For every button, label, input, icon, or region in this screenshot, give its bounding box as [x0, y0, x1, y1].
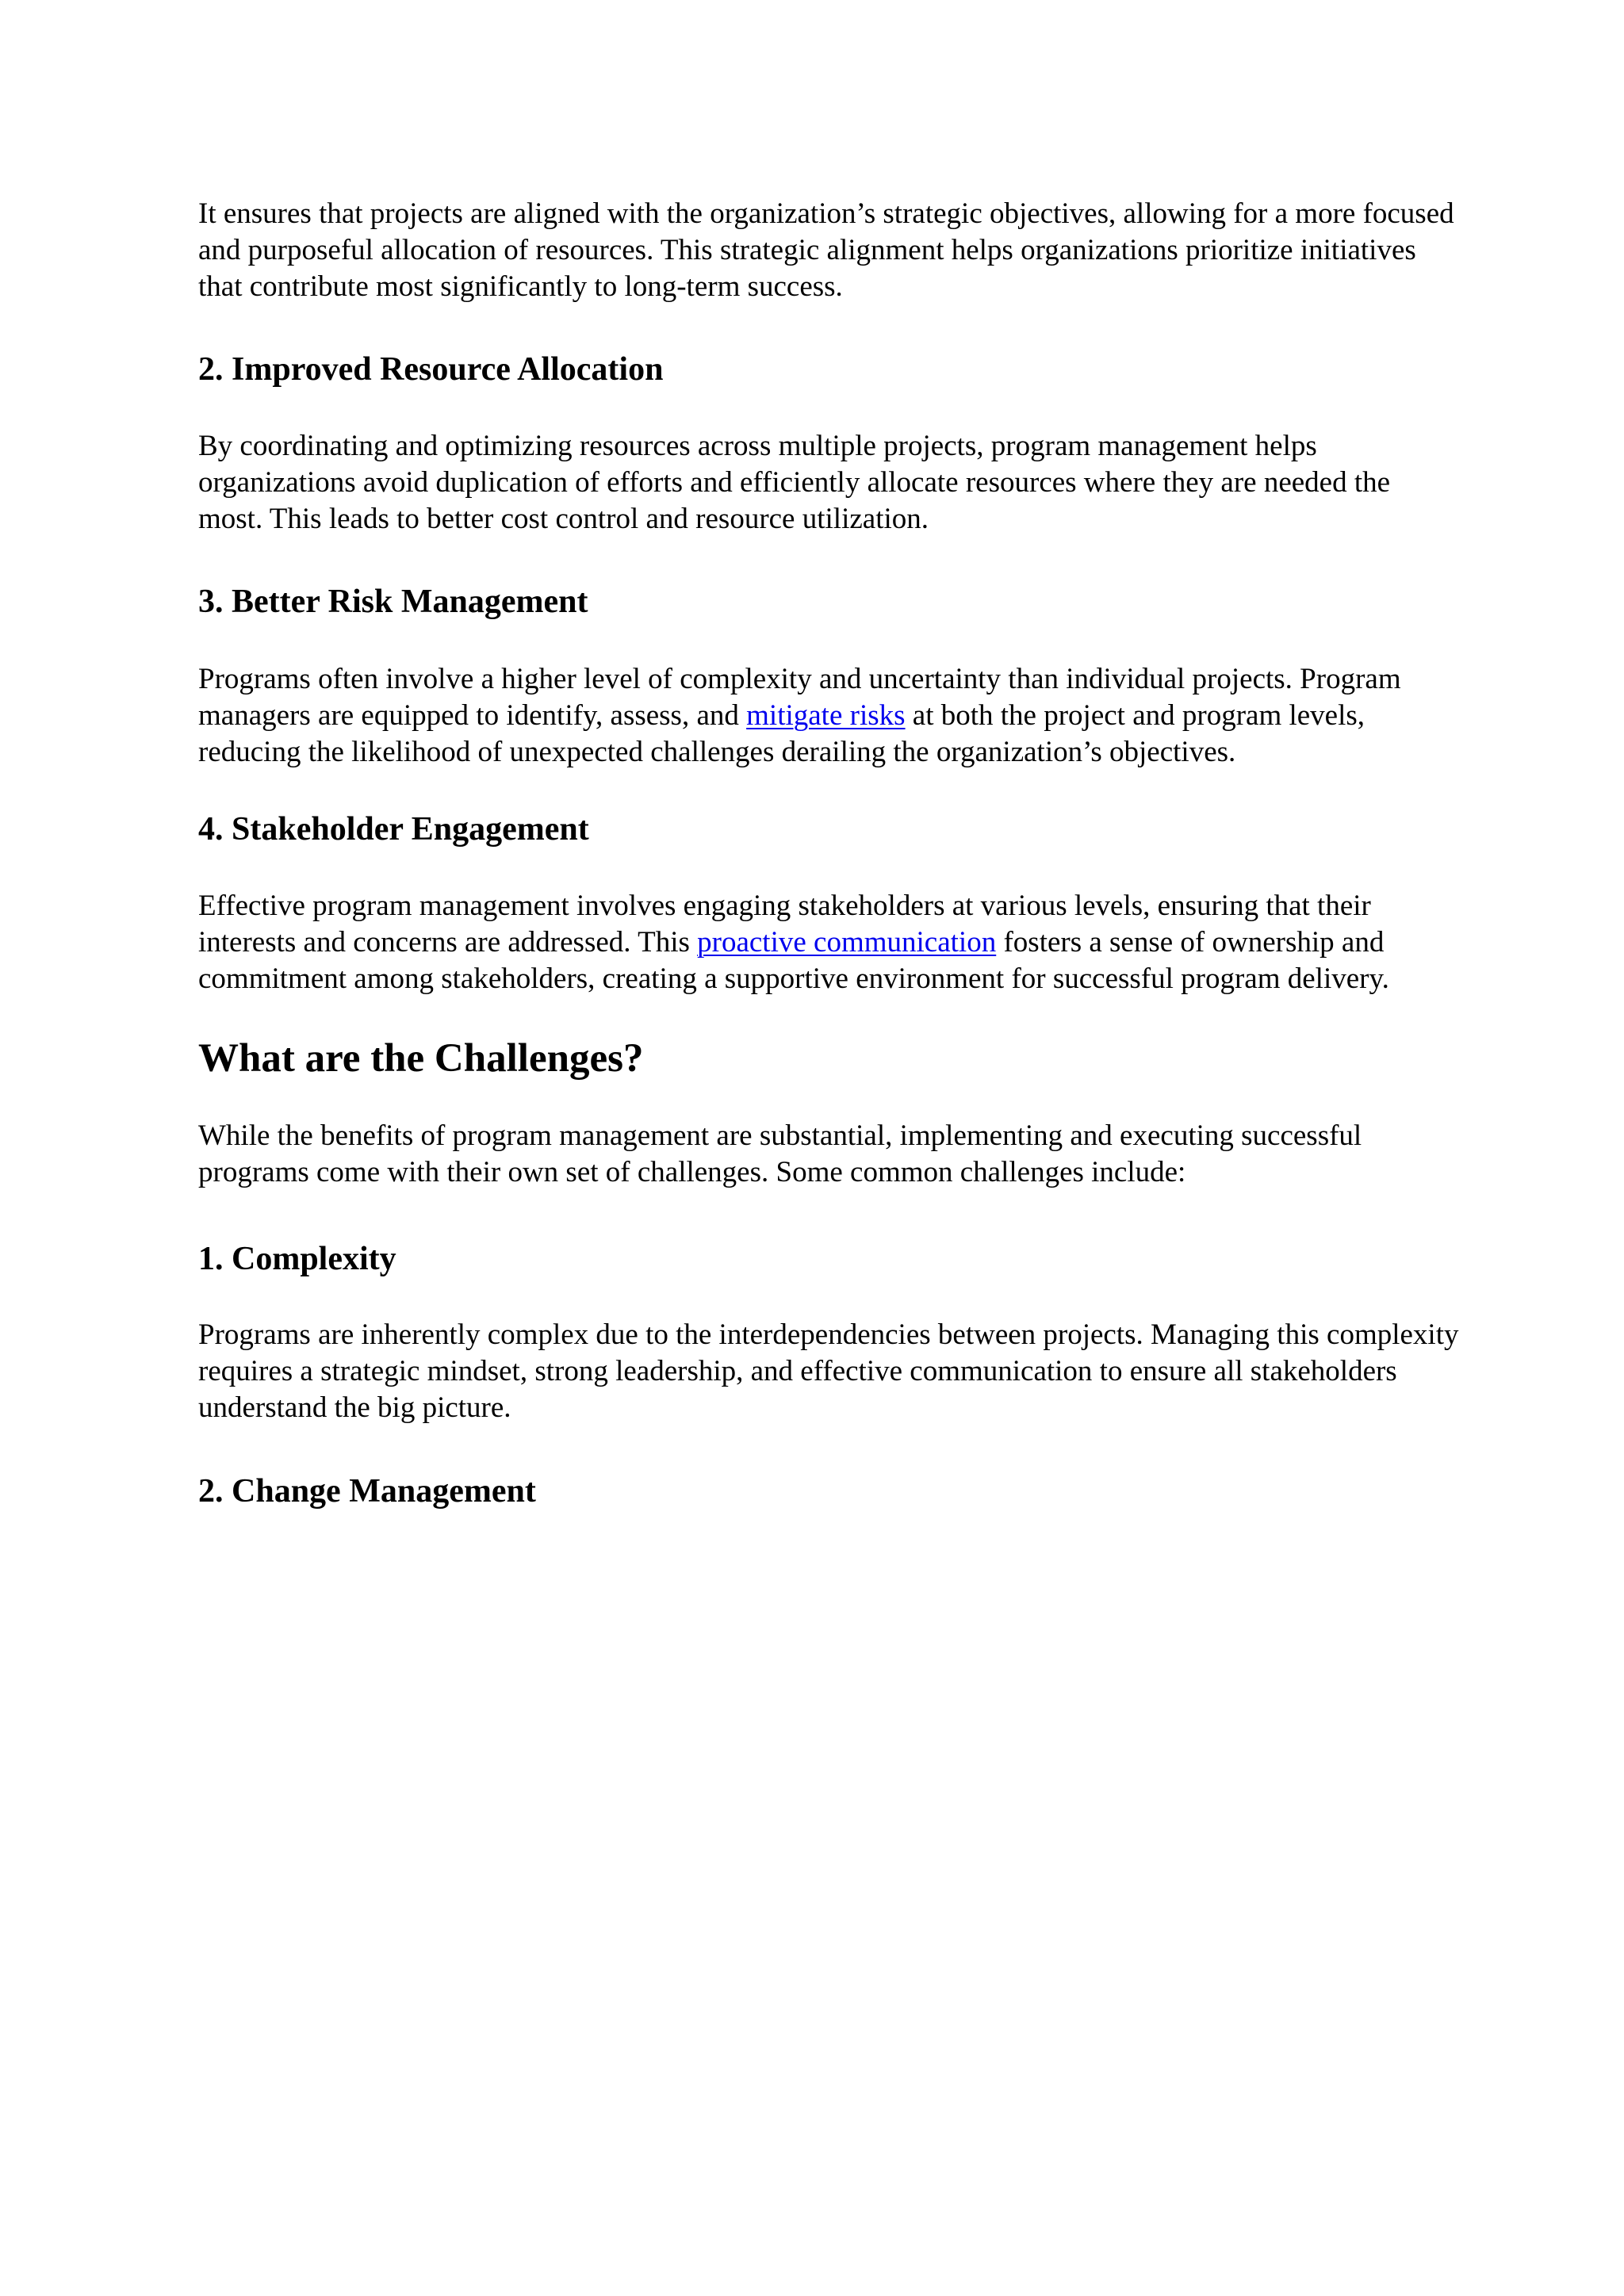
heading-what-are-the-challenges-text: What are the Challenges? — [198, 1036, 644, 1081]
paragraph-strategic-alignment — [198, 196, 1459, 305]
heading-stakeholder-engagement-text: 4. Stakeholder Engagement — [198, 811, 589, 848]
paragraph-risk-management-text: at both the project and program levels, reducing the likelihood of unexpected challenges derailing the organization’s objectives. — [198, 699, 1365, 768]
paragraph-stakeholder-engagement-text: Effective program management involves engaging stakeholders at various levels, ensuring that their interests and concerns are addressed. This — [198, 890, 1371, 959]
heading-change-management — [198, 1471, 1459, 1511]
paragraph-stakeholder-engagement-text: fosters a sense of ownership and commitment among stakeholders, creating a supportive environment for successful program delivery. — [198, 926, 1389, 995]
heading-complexity — [198, 1239, 1459, 1279]
paragraph-risk-management-text: Programs often involve a higher level of complexity and uncertainty than individual projects. Program managers are equipped to identify, assess, and — [198, 663, 1401, 732]
heading-improved-resource-allocation-text: 2. Improved Resource Allocation — [198, 351, 664, 388]
heading-better-risk-management — [198, 582, 1459, 622]
paragraph-complexity — [198, 1317, 1459, 1426]
paragraph-complexity-text: Programs are inherently complex due to the interdependencies between projects. Managing this complexity requires a strategic mindset, strong leadership, and effective communication to ensure all stakeholders understand the big picture. — [198, 1318, 1459, 1424]
heading-complexity-text: 1. Complexity — [198, 1241, 396, 1277]
paragraph-challenges-intro — [198, 1118, 1459, 1191]
paragraph-resource-allocation-text: By coordinating and optimizing resources across multiple projects, program management helps organizations avoid duplication of efforts and efficiently allocate resources where they are needed the most. This leads to better cost control and resource utilization. — [198, 430, 1391, 535]
link-proactive-communication[interactable]: proactive communication — [697, 926, 997, 959]
paragraph-risk-management — [198, 661, 1459, 771]
paragraph-resource-allocation — [198, 428, 1459, 538]
heading-change-management-text: 2. Change Management — [198, 1473, 536, 1510]
paragraph-challenges-intro-text: While the benefits of program management are substantial, implementing and executing successful programs come with their own set of challenges. Some common challenges include: — [198, 1119, 1362, 1188]
paragraph-strategic-alignment-text: It ensures that projects are aligned with the organization’s strategic objectives, allowing for a more focused and purposeful allocation of resources. This strategic alignment helps organizations prioritize initiatives that contribute most significantly to long-term success. — [198, 197, 1454, 303]
heading-what-are-the-challenges — [198, 1035, 1459, 1082]
heading-stakeholder-engagement — [198, 809, 1459, 849]
link-mitigate-risks[interactable]: mitigate risks — [746, 699, 906, 732]
heading-better-risk-management-text: 3. Better Risk Management — [198, 584, 588, 620]
paragraph-stakeholder-engagement — [198, 888, 1459, 997]
heading-improved-resource-allocation — [198, 350, 1459, 389]
